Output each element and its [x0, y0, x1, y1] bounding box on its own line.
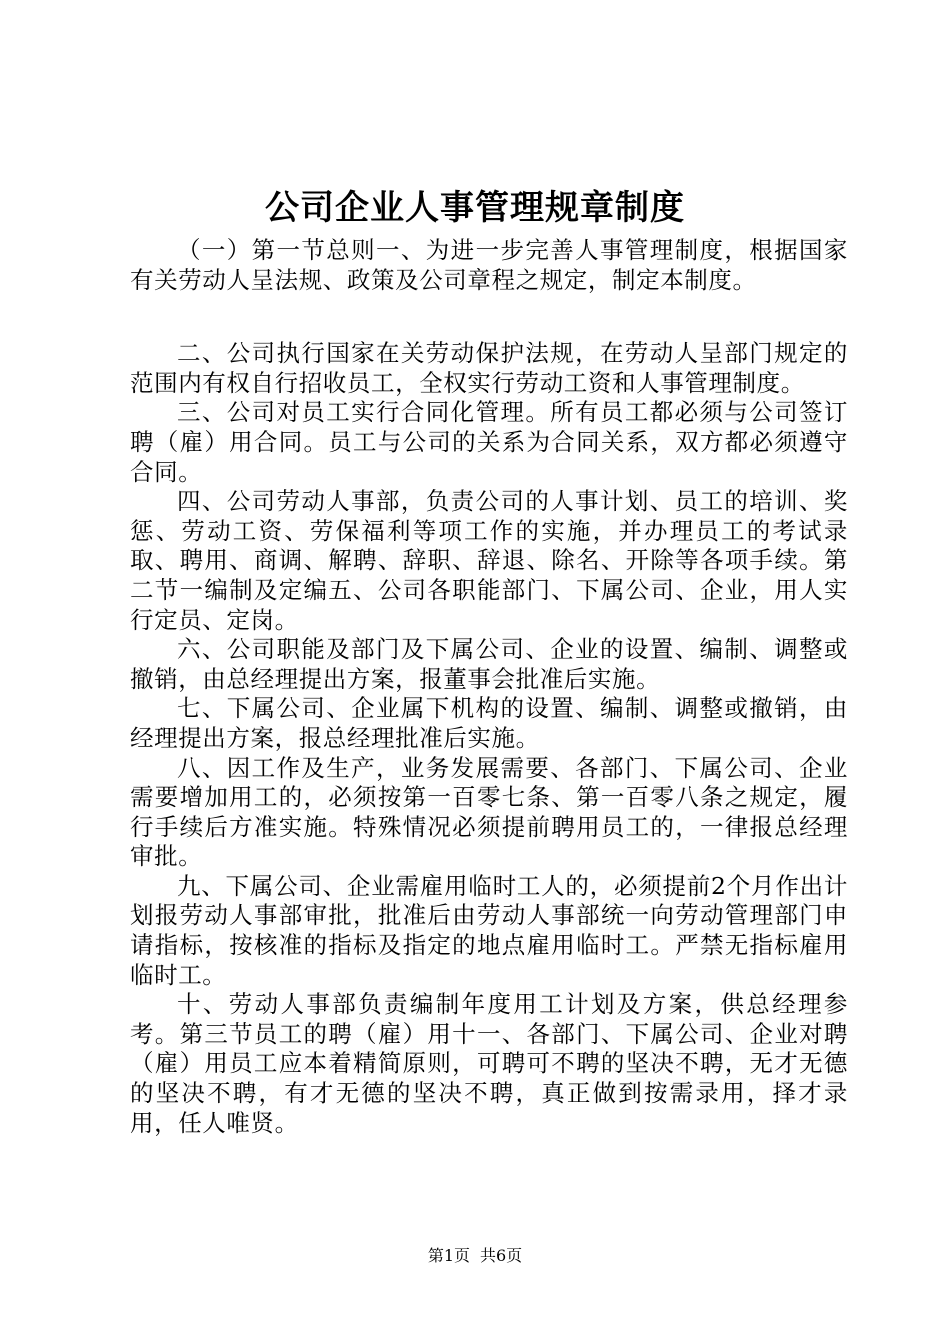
paragraph: 九、下属公司、企业需雇用临时工人的，必须提前2个月作出计划报劳动人事部审批，批准后由劳动人事部统一向劳动管理部门申请指标，按核准的指标及指定的地点雇用临时工。严禁无指标雇用临时工。: [130, 871, 848, 989]
paragraph: （一）第一节总则一、为进一步完善人事管理制度，根据国家有关劳动人呈法规、政策及公司章程之规定，制定本制度。: [130, 236, 848, 294]
paragraph: 七、下属公司、企业属下机构的设置、编制、调整或撤销，由经理提出方案，报总经理批准后实施。: [130, 694, 848, 752]
page-total: 共6页: [480, 1246, 523, 1265]
document-body: [130, 236, 848, 1138]
page-footer: [0, 1245, 950, 1267]
paragraph: 三、公司对员工实行合同化管理。所有员工都必须与公司签订聘（雇）用合同。员工与公司的关系为合同关系，双方都必须遵守合同。: [130, 398, 848, 486]
paragraph: 八、因工作及生产，业务发展需要、各部门、下属公司、企业需要增加用工的，必须按第一百零七条、第一百零八条之规定，履行手续后方准实施。特殊情况必须提前聘用员工的，一律报总经理审批。: [130, 753, 848, 871]
page-number: 第1页: [427, 1246, 470, 1265]
document-title: 公司企业人事管理规章制度: [265, 188, 685, 228]
paragraph: 十、劳动人事部负责编制年度用工计划及方案，供总经理参考。第三节员工的聘（雇）用十一、各部门、下属公司、企业对聘（雇）用员工应本着精简原则，可聘可不聘的坚决不聘，无才无德的坚决不聘，有才无德的坚决不聘，真正做到按需录用，择才录用，任人唯贤。: [130, 990, 848, 1137]
paragraph: 四、公司劳动人事部，负责公司的人事计划、员工的培训、奖惩、劳动工资、劳保福利等项工作的实施，并办理员工的考试录取、聘用、商调、解聘、辞职、辞退、除名、开除等各项手续。第二节一编制及定编五、公司各职能部门、下属公司、企业，用人实行定员、定岗。: [130, 487, 848, 634]
paragraph: 六、公司职能及部门及下属公司、企业的设置、编制、调整或撤销，由总经理提出方案，报董事会批准后实施。: [130, 635, 848, 693]
paragraph: 二、公司执行国家在关劳动保护法规，在劳动人呈部门规定的范围内有权自行招收员工，全权实行劳动工资和人事管理制度。: [130, 339, 848, 397]
